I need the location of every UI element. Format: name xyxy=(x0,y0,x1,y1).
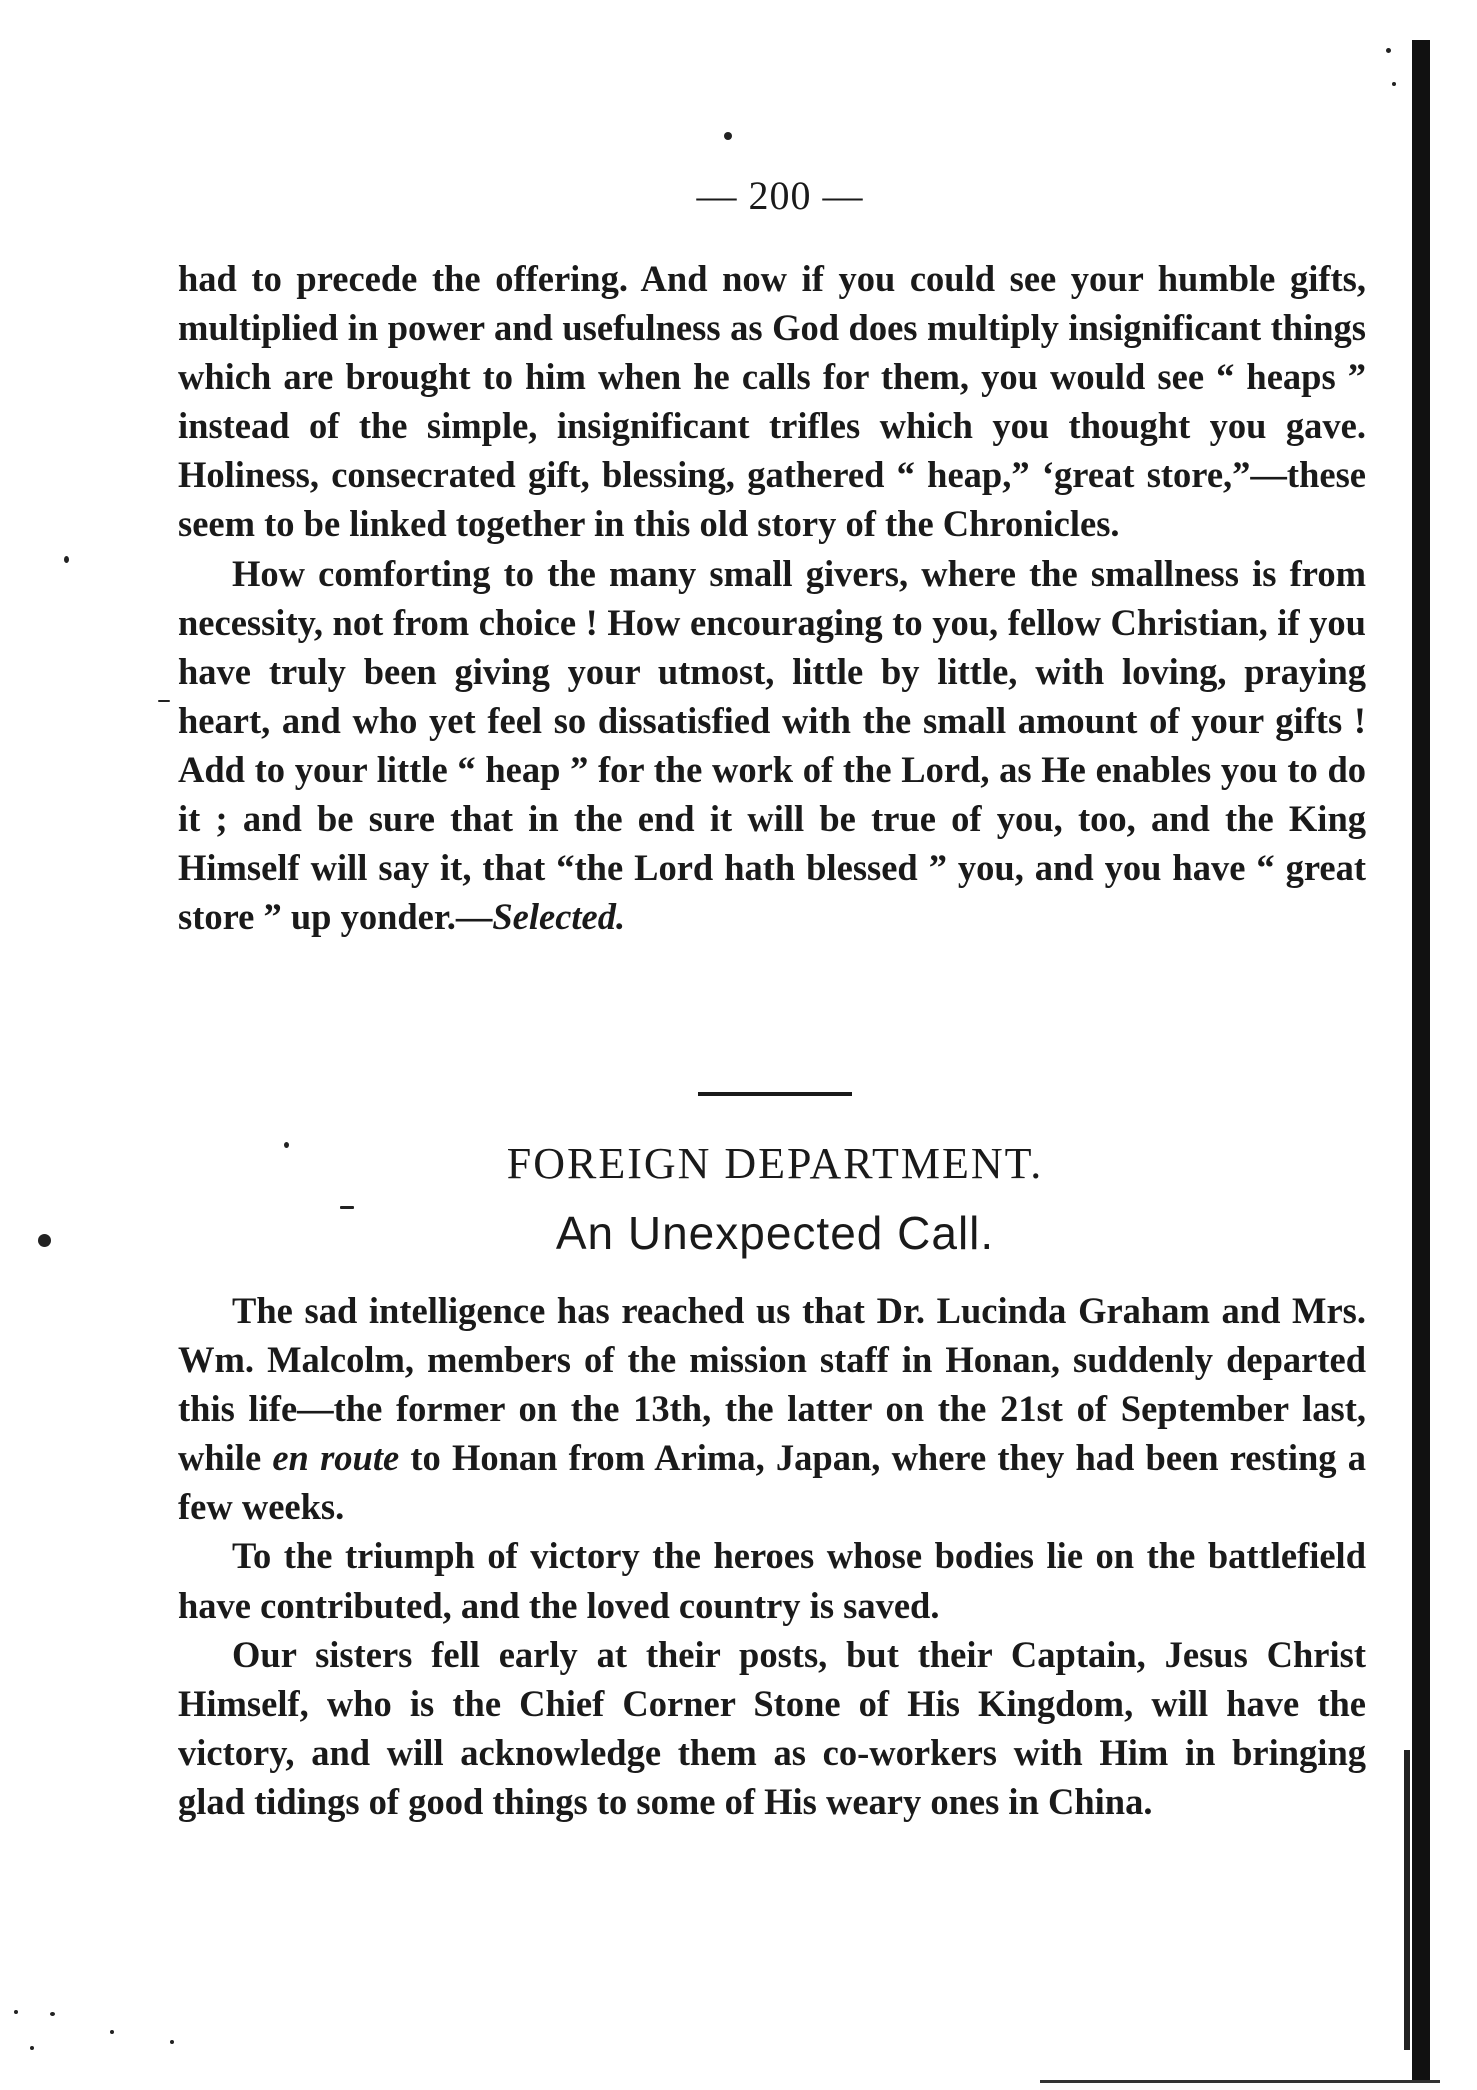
paragraph-offering: had to precede the offering. And now if you could see your humble gifts, multiplied in power and usefulness as God does multiply insignificant things which are brought to him when he calls for them, you would see “ heaps ” instead of the simple, insignificant trifles which you thought you gave. Holiness, consecrated gift, blessing, gathered “ heap,” ‘great store,”—these seem to be linked together in this old story of the Chronicles. xyxy=(178,258,1366,545)
paragraph-small-givers-text: How comforting to the many small givers, where the smallness is from necessity, not from choice ! How encouraging to you, fellow Christian, if you have truly been giving your utmost, little by little, with loving, praying heart, and who yet feel so dissatisfied with the small amount of your gifts ! Add to your little “ heap ” for the work of the Lord, as He enables you to do it ; and be sure that in the end it will be true of you, too, and the King Himself will say it, that “the Lord hath blessed ” you, and you have “ great store ” up yonder.— xyxy=(178,552,1366,938)
ink-speck xyxy=(340,1206,354,1209)
selected-article-continuation xyxy=(178,254,1366,941)
ink-speck xyxy=(30,2046,34,2050)
paragraph-intelligence-part2: to Honan from Arima, Japan, where they had been resting a few weeks. xyxy=(178,1437,1366,1528)
ink-speck xyxy=(38,1234,51,1247)
ink-speck xyxy=(724,132,732,140)
paragraph-triumph: To the triumph of victory the heroes whose bodies lie on the battlefield have contributed, and the loved country is saved. xyxy=(178,1535,1366,1626)
section-divider-rule xyxy=(698,1092,852,1096)
paragraph-sisters: Our sisters fell early at their posts, but their Captain, Jesus Christ Himself, who is the Chief Corner Stone of His Kingdom, will have the victory, and will acknowledge them as co-workers with Him in bringing glad tidings of good things to some of His weary ones in China. xyxy=(178,1633,1366,1822)
section-heading: FOREIGN DEPARTMENT. xyxy=(506,1139,1044,1188)
ink-speck xyxy=(14,2010,18,2014)
paragraph-intelligence-part1: The sad intelligence has reached us that Dr. Lucinda Graham and Mrs. Wm. Malcolm, members of the mission staff in Honan, suddenly departed this life—the former on the 13th, the latter on the 21st of September last, while xyxy=(178,1290,1366,1479)
paragraph-intelligence xyxy=(178,1286,1366,1531)
ink-speck xyxy=(1386,48,1391,53)
ink-speck xyxy=(50,2012,55,2016)
article-body xyxy=(178,1286,1366,1826)
ink-speck xyxy=(1392,82,1396,86)
attribution-selected: Selected. xyxy=(492,896,626,938)
binding-edge-shadow xyxy=(1412,40,1430,2080)
binding-edge-shadow-inner xyxy=(1404,1750,1410,2050)
page-number: — 200 — xyxy=(696,173,864,218)
italic-en-route: en route xyxy=(272,1437,400,1479)
ink-speck xyxy=(284,1142,289,1148)
ink-speck xyxy=(110,2030,114,2034)
ink-speck xyxy=(170,2040,174,2044)
paragraph-small-givers xyxy=(178,549,1366,942)
scan-bottom-edge xyxy=(1040,2080,1440,2083)
ink-speck xyxy=(158,700,170,702)
ink-speck xyxy=(64,556,69,563)
article-title: An Unexpected Call. xyxy=(555,1207,995,1259)
